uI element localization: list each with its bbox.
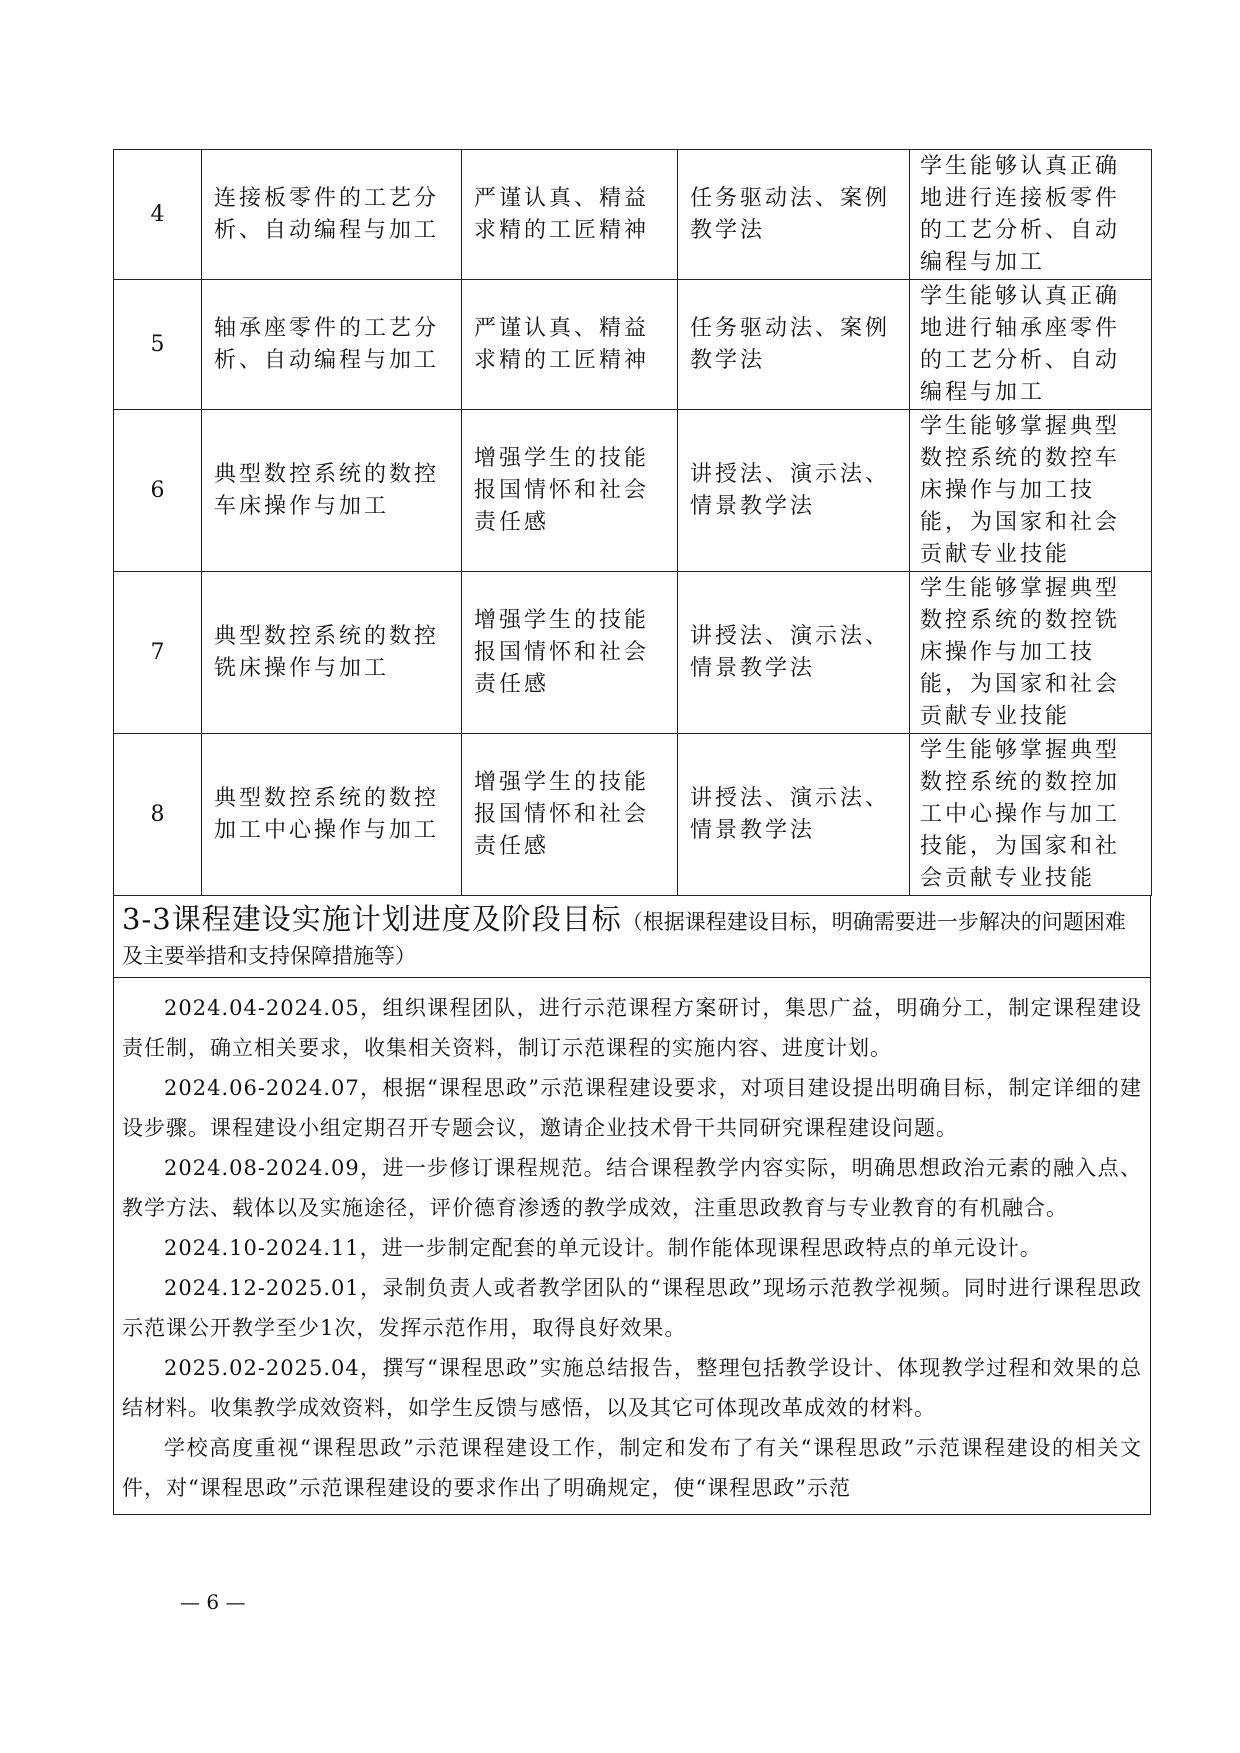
method-cell: 讲授法、演示法、情景教学法: [678, 734, 910, 896]
row-number: 5: [114, 280, 202, 410]
row-number: 6: [114, 410, 202, 572]
ideology-cell: 增强学生的技能报国情怀和社会责任感: [462, 572, 678, 734]
plan-paragraph: 2024.12-2025.01，录制负责人或者教学团队的“课程思政”现场示范教学视频。同时进行课程思政示范课公开教学至少1次，发挥示范作用，取得良好效果。: [122, 1276, 1142, 1340]
goal-cell: 学生能够掌握典型数控系统的数控加工中心操作与加工技能，为国家和社会贡献专业技能: [910, 734, 1152, 896]
section-note: （根据课程建设目标，明确需要进一步解决的问题困难及主要举措和支持保障措施等）: [122, 910, 1126, 968]
plan-paragraph: 2024.08-2024.09，进一步修订课程规范。结合课程教学内容实际，明确思想政治元素的融入点、教学方法、载体以及实施途径，评价德育渗透的教学成效，注重思政教育与专业教育的有机融合。: [122, 1156, 1142, 1220]
content-cell: 轴承座零件的工艺分析、自动编程与加工: [202, 280, 462, 410]
row-number: 4: [114, 150, 202, 280]
row-number: 8: [114, 734, 202, 896]
table-row: [114, 280, 1152, 410]
plan-paragraph: 学校高度重视“课程思政”示范课程建设工作，制定和发布了有关“课程思政”示范课程建设的相关文件，对“课程思政”示范课程建设的要求作出了明确规定，使“课程思政”示范: [122, 1436, 1142, 1500]
goal-cell: 学生能够认真正确地进行连接板零件的工艺分析、自动编程与加工: [910, 150, 1152, 280]
content-cell: 典型数控系统的数控铣床操作与加工: [202, 572, 462, 734]
course-plan-table: [113, 149, 1152, 896]
ideology-cell: 严谨认真、精益求精的工匠精神: [462, 280, 678, 410]
page-content: [113, 149, 1151, 1515]
goal-cell: 学生能够掌握典型数控系统的数控车床操作与加工技能，为国家和社会贡献专业技能: [910, 410, 1152, 572]
method-cell: 任务驱动法、案例教学法: [678, 150, 910, 280]
ideology-cell: 增强学生的技能报国情怀和社会责任感: [462, 734, 678, 896]
goal-cell: 学生能够掌握典型数控系统的数控铣床操作与加工技能，为国家和社会贡献专业技能: [910, 572, 1152, 734]
ideology-cell: 增强学生的技能报国情怀和社会责任感: [462, 410, 678, 572]
section-title: 3-3课程建设实施计划进度及阶段目标: [122, 902, 622, 936]
row-number: 7: [114, 572, 202, 734]
ideology-cell: 严谨认真、精益求精的工匠精神: [462, 150, 678, 280]
content-cell: 典型数控系统的数控加工中心操作与加工: [202, 734, 462, 896]
method-cell: 讲授法、演示法、情景教学法: [678, 572, 910, 734]
section-body: [114, 978, 1150, 1514]
content-cell: 典型数控系统的数控车床操作与加工: [202, 410, 462, 572]
plan-paragraph: 2024.10-2024.11，进一步制定配套的单元设计。制作能体现课程思政特点的单元设计。: [164, 1236, 1042, 1260]
method-cell: 任务驱动法、案例教学法: [678, 280, 910, 410]
plan-paragraph: 2024.06-2024.07，根据“课程思政”示范课程建设要求，对项目建设提出明确目标，制定详细的建设步骤。课程建设小组定期召开专题会议，邀请企业技术骨干共同研究课程建设问题。: [122, 1076, 1142, 1140]
page-number: — 6 —: [180, 1590, 246, 1614]
goal-cell: 学生能够认真正确地进行轴承座零件的工艺分析、自动编程与加工: [910, 280, 1152, 410]
content-cell: 连接板零件的工艺分析、自动编程与加工: [202, 150, 462, 280]
section-header: [114, 896, 1150, 978]
plan-paragraph: 2024.04-2024.05，组织课程团队，进行示范课程方案研讨，集思广益，明确分工，制定课程建设责任制，确立相关要求，收集相关资料，制订示范课程的实施内容、进度计划。: [122, 996, 1142, 1060]
table-row: [114, 410, 1152, 572]
table-row: [114, 150, 1152, 280]
implementation-plan-section: [113, 896, 1151, 1515]
plan-paragraph: 2025.02-2025.04，撰写“课程思政”实施总结报告，整理包括教学设计、体现教学过程和效果的总结材料。收集教学成效资料，如学生反馈与感悟，以及其它可体现改革成效的材料。: [122, 1356, 1142, 1420]
table-row: [114, 734, 1152, 896]
table-row: [114, 572, 1152, 734]
method-cell: 讲授法、演示法、情景教学法: [678, 410, 910, 572]
